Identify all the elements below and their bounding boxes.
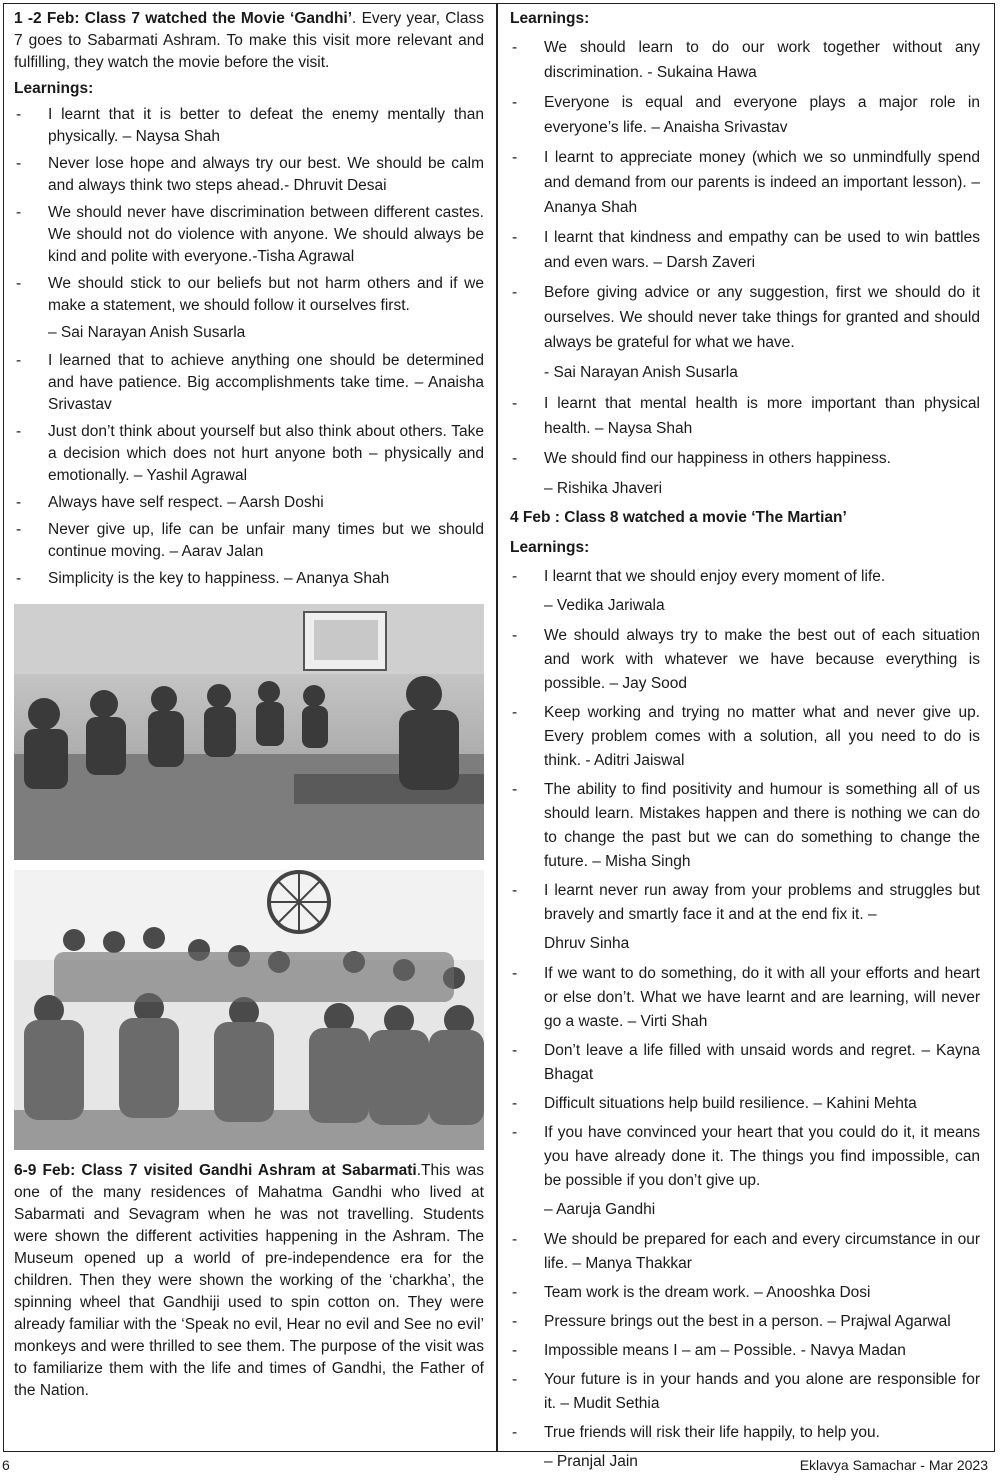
learning-item: [14, 273, 484, 317]
learning-text: True friends will risk their life happily, to help you.: [544, 1424, 880, 1441]
learning-credit: – Pranjal Jain: [544, 1453, 638, 1470]
left-learnings-list: [14, 104, 484, 590]
learning-item: [510, 225, 980, 275]
learning-text: We should be prepared for each and every circumstance in our life. – Manya Thakkar: [544, 1231, 980, 1272]
page-number: 6: [2, 1457, 10, 1473]
learning-text: Never give up, life can be unfair many times but we should continue moving. – Aarav Jalan: [48, 521, 484, 560]
learning-item: [14, 104, 484, 148]
publication-name: Eklavya Samachar - Mar 2023: [799, 1457, 988, 1473]
learning-text: Before giving advice or any suggestion, first we should do it ourselves. We should never take things for granted and should always be grateful for what we have.: [544, 284, 980, 351]
learning-item: [510, 1228, 980, 1276]
learning-text: Impossible means I – am – Possible. - Navya Madan: [544, 1342, 906, 1359]
learning-text: The ability to find positivity and humour is something all of us should learn. Mistakes happen and there is nothing we can do to change the past but we can do something to change the future. – Misha Singh: [544, 781, 980, 870]
learning-text: Team work is the dream work. – Anooshka Dosi: [544, 1284, 871, 1301]
learnings-heading: Learnings:: [14, 80, 94, 97]
martian-learnings-list: [510, 565, 980, 1474]
learning-item: [510, 145, 980, 220]
learning-text: Always have self respect. – Aarsh Doshi: [48, 494, 324, 511]
learning-text: We should learn to do our work together without any discrimination. - Sukaina Hawa: [544, 39, 980, 81]
learning-text: We should always try to make the best out of each situation and work with whatever we have because everything is possible. – Jay Sood: [544, 627, 980, 692]
learning-text: Just don’t think about yourself but also think about others. Take a decision which does not hurt anyone both – physically and emotionally. – Yashil Agrawal: [48, 423, 484, 484]
learning-item: [510, 446, 980, 471]
learning-text: If we want to do something, do it with all your efforts and heart or else don’t. What we have learnt and are learning, will never go a waste. – Virti Shah: [544, 965, 980, 1030]
learning-credit: – Sai Narayan Anish Susarla: [48, 324, 246, 341]
learning-item: [510, 1421, 980, 1445]
learning-text: Everyone is equal and everyone plays a major role in everyone’s life. – Anaisha Srivastav: [544, 94, 980, 136]
learning-item: [510, 1039, 980, 1087]
martian-learnings-heading: Learnings:: [510, 539, 590, 556]
right-learnings-list: [510, 35, 980, 501]
learning-item: [510, 565, 980, 589]
right-learnings-heading: Learnings:: [510, 10, 590, 27]
learning-item: [14, 519, 484, 563]
group-photo: [14, 870, 484, 1150]
learning-credit: Dhruv Sinha: [544, 935, 630, 952]
learning-item: [14, 350, 484, 416]
learning-item: [510, 1092, 980, 1116]
martian-heading: 4 Feb : Class 8 watched a movie ‘The Martian’: [510, 509, 847, 526]
learning-text: I learned that to achieve anything one should be determined and have patience. Big accomplishments take time. – Anaisha Srivastav: [48, 352, 484, 413]
intro-heading: 1 -2 Feb: Class 7 watched the Movie ‘Gandhi’: [14, 10, 353, 27]
learning-item: [14, 421, 484, 487]
learning-item: [510, 701, 980, 773]
learning-text: Never lose hope and always try our best. We should be calm and always think two steps ahead.- Dhruvit Desai: [48, 155, 484, 194]
learning-text: We should never have discrimination between different castes. We should not do violence with anyone. We should always be kind and polite with everyone.-Tisha Agrawal: [48, 204, 484, 265]
learning-text: I learnt that we should enjoy every moment of life.: [544, 568, 886, 585]
learning-text: I learnt to appreciate money (which we so unmindfully spend and demand from our parents is indeed an important lesson). – Ananya Shah: [544, 149, 980, 216]
intro-paragraph: [14, 8, 484, 74]
learning-text: I learnt that kindness and empathy can be used to win battles and even wars. – Darsh Zaveri: [544, 229, 980, 271]
visit-heading: 6-9 Feb: Class 7 visited Gandhi Ashram at Sabarmati: [14, 1162, 417, 1179]
learning-item: [14, 568, 484, 590]
learning-credit: – Aaruja Gandhi: [544, 1201, 656, 1218]
visit-paragraph: [14, 1160, 484, 1402]
learning-credit: – Rishika Jhaveri: [544, 480, 663, 497]
visit-text: .This was one of the many residences of Mahatma Gandhi who lived at Sabarmati and Sevagram when he was not travelling. Students were shown the different activities happening in the Ashram. The Museum opened up a world of pre-independence era for the children. Then they were shown the working of the ‘charkha’, the spinning wheel that Gandhiji used to spin cotton on. They were already familiar with the ‘Speak no evil, Hear no evil and See no evil’ monkeys and were thrilled to see them. The purpose of the visit was to familiarize them with the life and times of Gandhi, the Father of the Nation.: [14, 1162, 484, 1399]
learning-item: [510, 778, 980, 874]
learning-item: [510, 1281, 980, 1305]
left-column: [14, 8, 484, 1402]
learning-item: [510, 90, 980, 140]
learning-item: [510, 962, 980, 1034]
learning-text: I learnt that mental health is more important than physical health. – Naysa Shah: [544, 395, 980, 437]
learning-item: [510, 35, 980, 85]
learning-item: [510, 624, 980, 696]
learning-text: I learnt that it is better to defeat the enemy mentally than physically. – Naysa Shah: [48, 106, 484, 145]
learning-text: Don’t leave a life filled with unsaid words and regret. – Kayna Bhagat: [544, 1042, 980, 1083]
classroom-photo: [14, 604, 484, 860]
learning-item: [510, 1339, 980, 1363]
learning-text: Pressure brings out the best in a person. – Prajwal Agarwal: [544, 1313, 951, 1330]
column-divider: [496, 3, 498, 1452]
intro-text: . Every year, Class 7 goes to Sabarmati Ashram. To make this visit more relevant and fulfilling, they watch the movie before the visit.: [14, 10, 484, 71]
learning-item: [14, 492, 484, 514]
learning-text: We should stick to our beliefs but not harm others and if we make a statement, we should follow it ourselves first.: [48, 275, 484, 314]
learning-text: Keep working and trying no matter what and never give up. Every problem comes with a solution, all you need to do is think. - Aditri Jaiswal: [544, 704, 980, 769]
learning-item: [14, 153, 484, 197]
learning-text: I learnt never run away from your problems and struggles but bravely and smartly face it and at the end fix it. –: [544, 882, 980, 923]
learning-text: Simplicity is the key to happiness. – Ananya Shah: [48, 570, 390, 587]
learning-item: [14, 202, 484, 268]
learning-credit: – Vedika Jariwala: [544, 597, 665, 614]
learning-credit: - Sai Narayan Anish Susarla: [544, 364, 738, 381]
learning-item: [510, 280, 980, 355]
learning-text: We should find our happiness in others happiness.: [544, 450, 891, 467]
learning-item: [510, 1368, 980, 1416]
learning-text: Your future is in your hands and you alone are responsible for it. – Mudit Sethia: [544, 1371, 980, 1412]
learning-item: [510, 1121, 980, 1193]
learning-item: [510, 391, 980, 441]
learning-text: Difficult situations help build resilience. – Kahini Mehta: [544, 1095, 917, 1112]
right-column: [510, 8, 980, 1480]
learning-item: [510, 879, 980, 927]
learning-item: [510, 1310, 980, 1334]
learning-text: If you have convinced your heart that you could do it, it means you have already done it. The things you find impossible, can be possible if you don’t give up.: [544, 1124, 980, 1189]
